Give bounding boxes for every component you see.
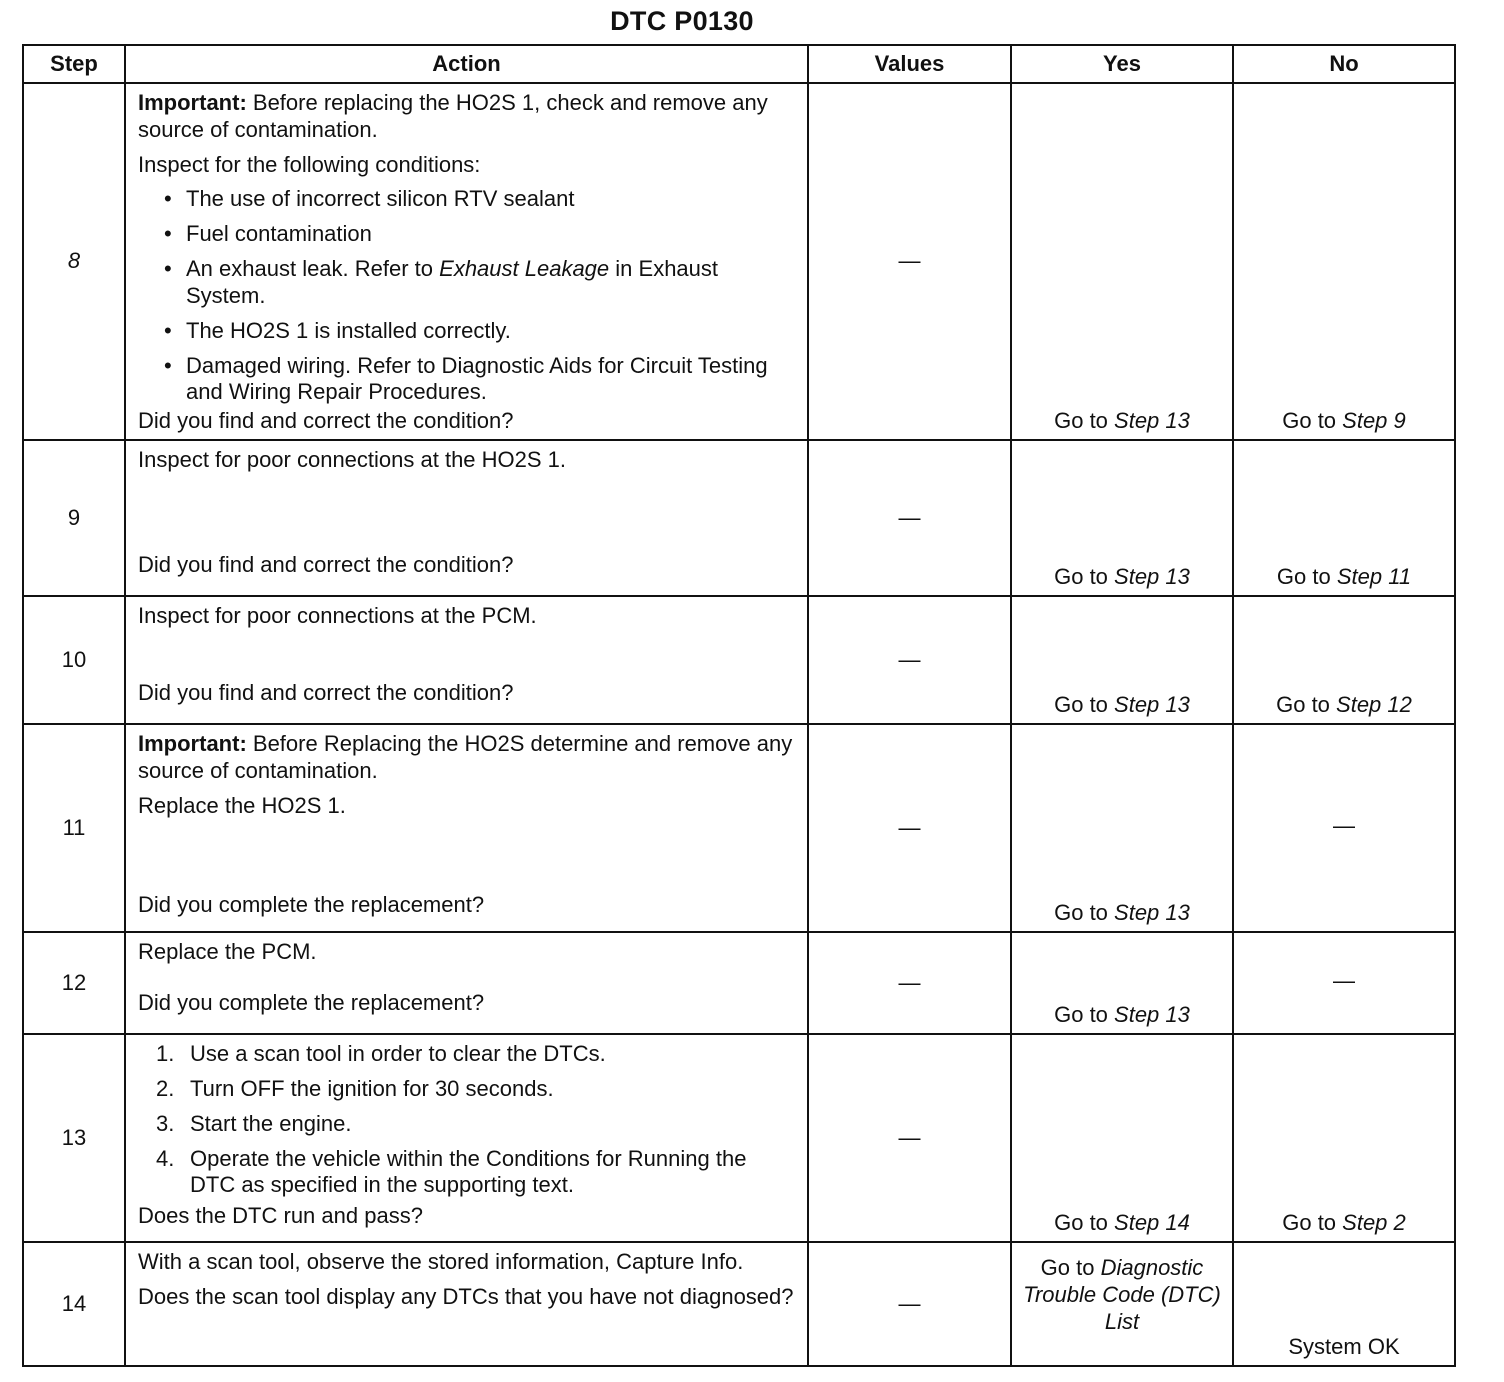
yes-cell: Go to Step 13 (1011, 724, 1233, 932)
action-cell (125, 440, 808, 596)
step-number: 13 (23, 1034, 125, 1242)
action-text: Inspect for poor connections at the HO2S 1. (138, 447, 567, 473)
no-cell: Go to Step 12 (1233, 596, 1455, 724)
step-number: 11 (23, 724, 125, 932)
step-number: 12 (23, 932, 125, 1034)
header-yes: Yes (1011, 45, 1233, 83)
action-text: Replace the PCM. (138, 939, 317, 965)
yes-dtc-list-link[interactable]: Diagnostic Trouble Code (DTC) List (1023, 1255, 1221, 1334)
list-item: 1. Use a scan tool in order to clear the DTCs. (156, 1041, 606, 1067)
document-title: DTC P0130 (610, 6, 754, 36)
no-cell: — (1233, 724, 1455, 932)
values-cell: — (808, 1242, 1011, 1366)
list-item: • Fuel contamination (164, 221, 372, 247)
yes-cell: Go to Step 13 (1011, 596, 1233, 724)
step-number: 8 (23, 83, 125, 440)
table-row-step-9 (23, 440, 1455, 596)
important-text: Before replacing the HO2S 1, check and remove any source of contamination. (138, 90, 768, 142)
values-cell: — (808, 440, 1011, 596)
important-note (138, 731, 797, 785)
yes-step-link[interactable]: Step 13 (1114, 1002, 1190, 1028)
action-text: Replace the HO2S 1. (138, 792, 346, 818)
values-cell: — (808, 724, 1011, 932)
important-label: Important: (138, 90, 247, 115)
no-cell: System OK (1233, 1242, 1455, 1366)
no-step-link[interactable]: Step 2 (1342, 1210, 1406, 1236)
important-label: Important: (138, 731, 247, 757)
action-cell (125, 724, 808, 932)
list-item: 2. Turn OFF the ignition for 30 seconds. (156, 1075, 554, 1101)
procedure-list (138, 1041, 797, 1199)
action-question: Does the DTC run and pass? (138, 1203, 423, 1229)
step-number: 9 (23, 440, 125, 596)
yes-step-link[interactable]: Step 13 (1114, 564, 1190, 590)
list-item: 4. Operate the vehicle within the Conditions for Running the DTC as specified in the supporting text. (156, 1145, 747, 1198)
yes-cell: Go to Step 14 (1011, 1034, 1233, 1242)
list-item: • Damaged wiring. Refer to Diagnostic Aids for Circuit Testing and Wiring Repair Procedures. (164, 352, 768, 405)
action-cell (125, 596, 808, 724)
action-question: Did you complete the replacement? (138, 989, 485, 1015)
yes-cell: Go to Step 13 (1011, 83, 1233, 440)
table-header-row (23, 45, 1455, 83)
yes-cell: Go to Step 13 (1011, 440, 1233, 596)
action-cell (125, 83, 808, 440)
header-values: Values (808, 45, 1011, 83)
values-cell: — (808, 596, 1011, 724)
no-cell: Go to Step 11 (1233, 440, 1455, 596)
condition-list (138, 186, 797, 406)
table-row-step-14 (23, 1242, 1455, 1366)
action-question: Did you find and correct the condition? (138, 551, 514, 577)
list-item: 3. Start the engine. (156, 1110, 352, 1136)
yes-cell: Go to Step 13 (1011, 932, 1233, 1034)
important-text: Before Replacing the HO2S determine and remove any source of contamination. (138, 731, 793, 783)
action-question: Did you find and correct the condition? (138, 679, 514, 705)
list-item: • An exhaust leak. Refer to Exhaust Leakage in Exhaust System. (164, 256, 719, 308)
table-row-step-8 (23, 83, 1455, 440)
no-step-link[interactable]: Step 11 (1336, 564, 1412, 590)
yes-cell: Go to Diagnostic Trouble Code (DTC) List (1011, 1242, 1233, 1366)
step-number: 14 (23, 1242, 125, 1366)
values-cell: — (808, 932, 1011, 1034)
action-text: Inspect for poor connections at the PCM. (138, 603, 537, 629)
no-step-link[interactable]: Step 9 (1342, 408, 1406, 434)
no-cell: — (1233, 932, 1455, 1034)
no-cell: Go to Step 9 (1233, 83, 1455, 440)
table-row-step-12 (23, 932, 1455, 1034)
values-cell: — (808, 1034, 1011, 1242)
header-no: No (1233, 45, 1455, 83)
header-action: Action (125, 45, 808, 83)
yes-step-link[interactable]: Step 13 (1114, 900, 1190, 926)
list-item: • The HO2S 1 is installed correctly. (164, 317, 511, 343)
step-number: 10 (23, 596, 125, 724)
important-note (138, 90, 797, 144)
list-item: • The use of incorrect silicon RTV sealant (164, 186, 575, 212)
no-cell: Go to Step 2 (1233, 1034, 1455, 1242)
action-cell (125, 1034, 808, 1242)
action-text: With a scan tool, observe the stored information, Capture Info. (138, 1249, 744, 1275)
action-intro: Inspect for the following conditions: (138, 151, 481, 177)
header-step: Step (23, 45, 125, 83)
action-question: Does the scan tool display any DTCs that you have not diagnosed? (138, 1283, 794, 1309)
action-question: Did you find and correct the condition? (138, 408, 514, 434)
yes-step-link[interactable]: Step 14 (1114, 1210, 1190, 1236)
action-question: Did you complete the replacement? (138, 891, 485, 917)
table-row-step-11 (23, 724, 1455, 932)
reference-link[interactable]: Exhaust Leakage (439, 256, 610, 282)
values-cell: — (808, 83, 1011, 440)
table-row-step-13 (23, 1034, 1455, 1242)
yes-step-link[interactable]: Step 13 (1114, 692, 1190, 718)
no-step-link[interactable]: Step 12 (1336, 692, 1412, 718)
action-cell (125, 1242, 808, 1366)
yes-step-link[interactable]: Step 13 (1114, 408, 1190, 434)
action-cell (125, 932, 808, 1034)
dtc-procedure-table (22, 44, 1456, 1367)
table-row-step-10 (23, 596, 1455, 724)
